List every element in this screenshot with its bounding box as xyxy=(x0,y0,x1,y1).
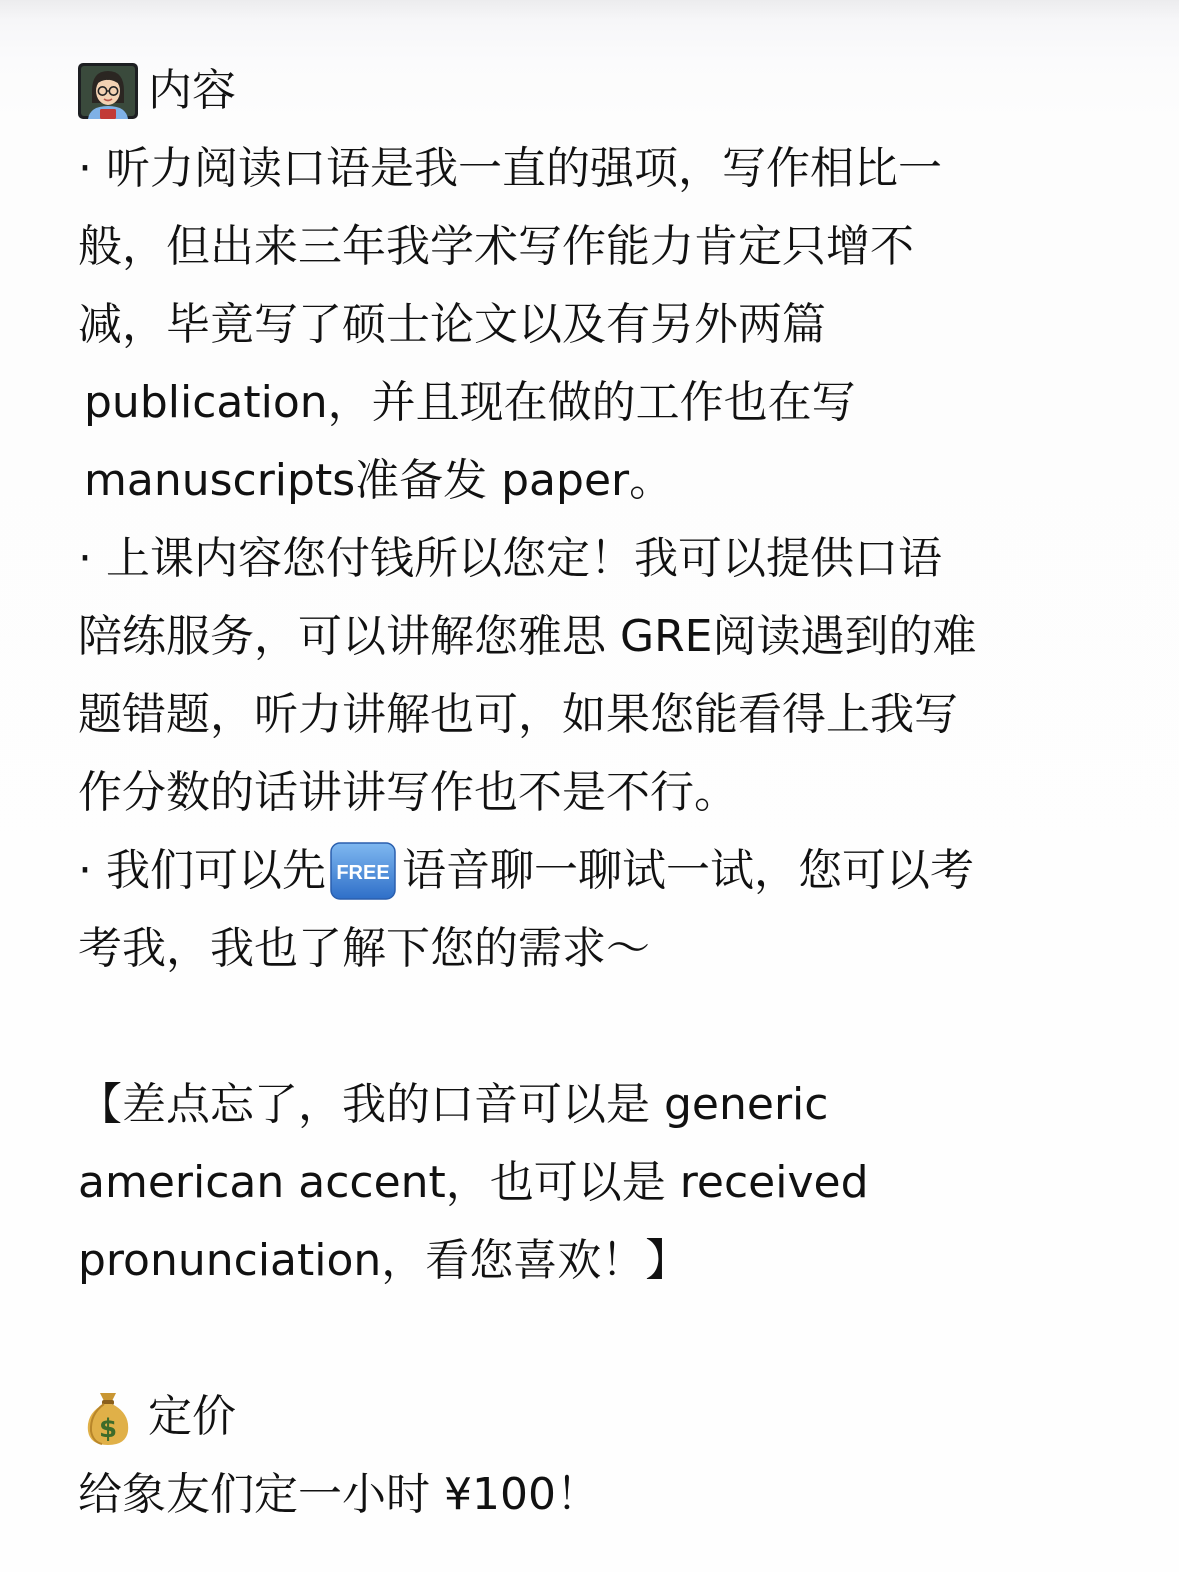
content-line: 题错题，听力讲解也可，如果您能看得上我写 xyxy=(78,689,958,740)
pricing-heading xyxy=(78,1378,1138,1456)
content-line: · 上课内容您付钱所以您定！我可以提供口语 xyxy=(78,533,942,584)
content-heading-text: 内容 xyxy=(148,65,236,116)
content-line: 减，毕竟写了硕士论文以及有另外两篇 xyxy=(78,299,826,350)
accent-line: pronunciation，看您喜欢！】 xyxy=(78,1235,690,1286)
content-line: manuscripts准备发 paper。 xyxy=(84,455,674,506)
free-trial-line xyxy=(78,832,1138,910)
note-body xyxy=(78,52,1138,1534)
content-line: 作分数的话讲讲写作也不是不行。 xyxy=(78,767,738,818)
content-line: 陪练服务，可以讲解您雅思 GRE阅读遇到的难 xyxy=(78,611,977,662)
pricing-line: 给象友们定一小时 ¥100！ xyxy=(78,1469,600,1520)
content-line: 般，但出来三年我学术写作能力肯定只增不 xyxy=(78,221,914,272)
free-button-emoji-icon xyxy=(330,842,396,900)
money-bag-emoji-icon xyxy=(78,1387,138,1447)
content-line: · 听力阅读口语是我一直的强项，写作相比一 xyxy=(78,143,942,194)
teacher-emoji-icon xyxy=(78,61,138,121)
spacer xyxy=(78,988,1138,1066)
svg-text:$: $ xyxy=(98,1414,118,1444)
free-line-before: · 我们可以先 xyxy=(78,845,326,896)
content-line: 考我，我也了解下您的需求～ xyxy=(78,923,650,974)
spacer xyxy=(78,1300,1138,1378)
pricing-heading-text: 定价 xyxy=(148,1391,236,1442)
content-line: publication，并且现在做的工作也在写 xyxy=(84,377,856,428)
free-line-after: 语音聊一聊试一试，您可以考 xyxy=(401,845,974,896)
accent-line: american accent，也可以是 received xyxy=(78,1157,869,1208)
free-badge-label: FREE xyxy=(336,862,390,884)
content-heading xyxy=(78,52,1138,130)
accent-line: 【差点忘了，我的口音可以是 generic xyxy=(78,1079,829,1130)
